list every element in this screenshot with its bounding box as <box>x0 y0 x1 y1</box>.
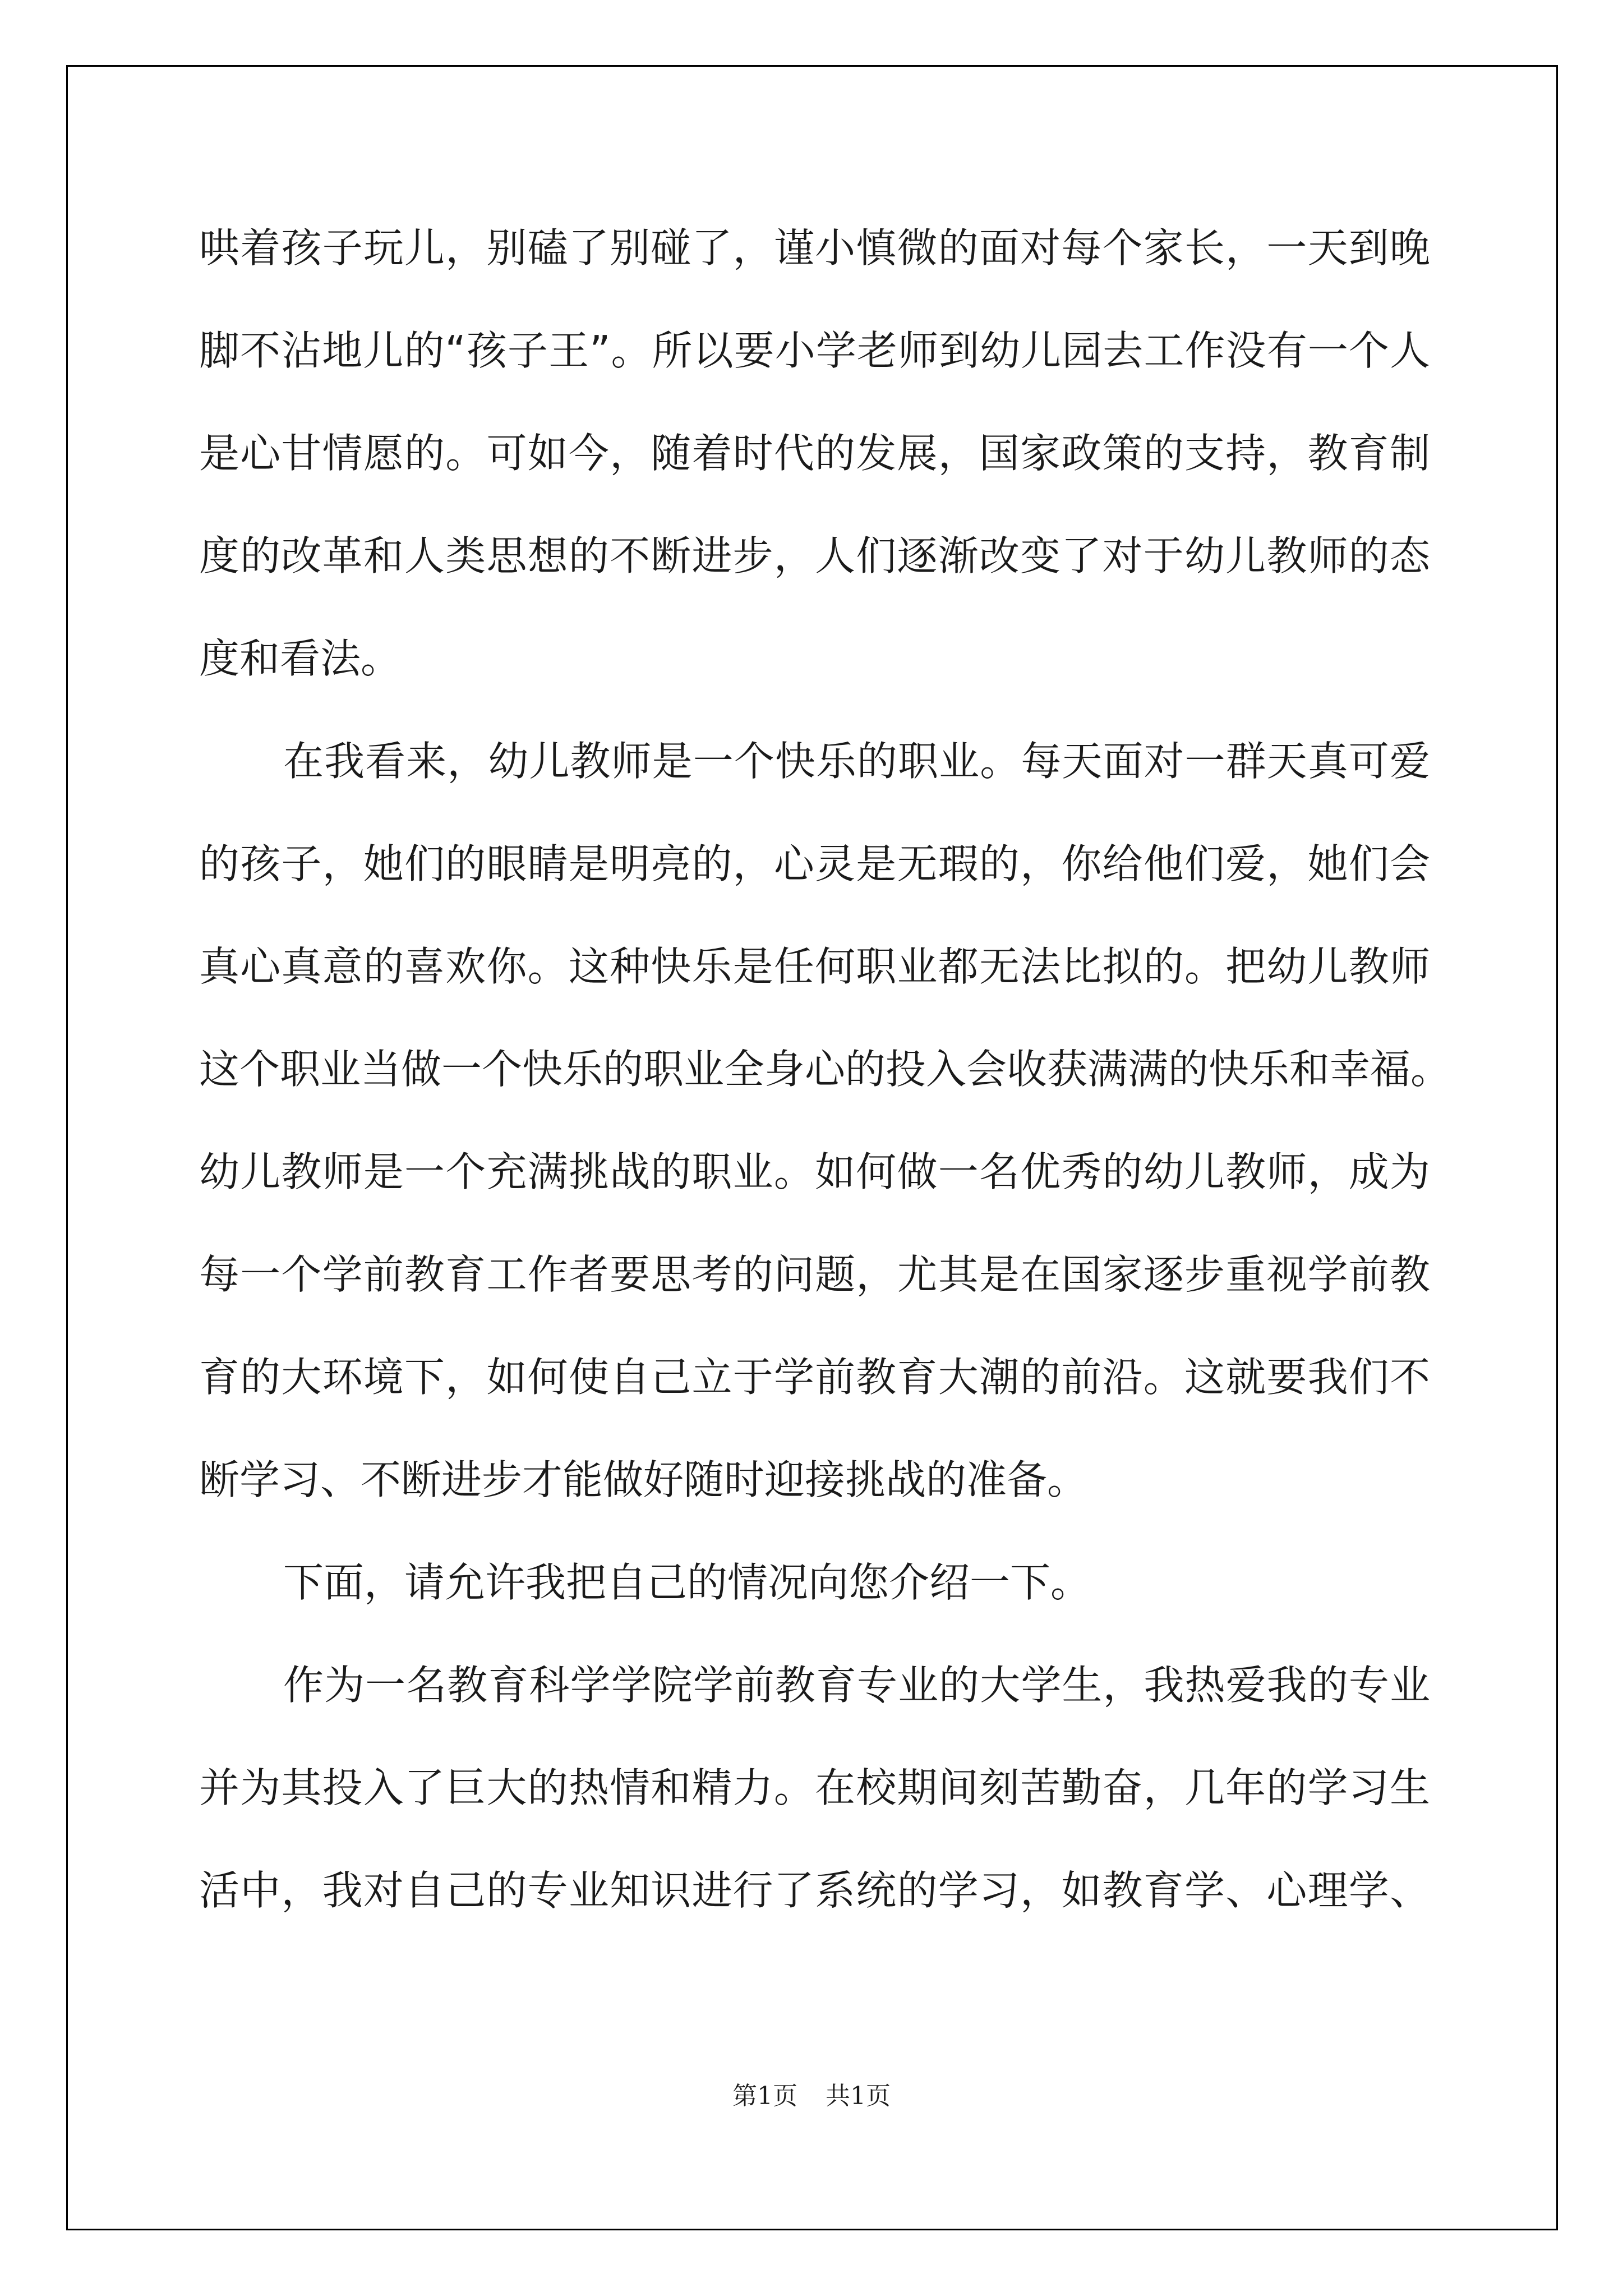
text-line: 的孩子，她们的眼睛是明亮的，心灵是无瑕的，你给他们爱，她们会 <box>199 840 1430 887</box>
text-line: 这个职业当做一个快乐的职业全身心的投入会收获满满的快乐和幸福。 <box>199 1046 1451 1093</box>
text-line: 度和看法。 <box>199 635 402 682</box>
page-footer <box>0 2076 1623 2111</box>
text-line: 活中，我对自己的专业知识进行了系统的学习，如教育学、心理学、 <box>199 1867 1430 1914</box>
text-line: 作为一名教育科学学院学前教育专业的大学生，我热爱我的专业 <box>283 1662 1430 1709</box>
text-line: 哄着孩子玩儿，别磕了别碰了，谨小慎微的面对每个家长，一天到晚 <box>199 224 1430 272</box>
text-line: 育的大环境下，如何使自己立于学前教育大潮的前沿。这就要我们不 <box>199 1354 1430 1401</box>
text-line: 断学习、不断进步才能做好随时迎接挑战的准备。 <box>199 1456 1088 1503</box>
text-line: 度的改革和人类思想的不断进步，人们逐渐改变了对于幼儿教师的态 <box>199 532 1430 579</box>
text-line: 在我看来，幼儿教师是一个快乐的职业。每天面对一群天真可爱 <box>283 738 1430 785</box>
text-line: 是心甘情愿的。可如今，随着时代的发展，国家政策的支持，教育制 <box>199 430 1430 477</box>
text-line: 并为其投入了巨大的热情和精力。在校期间刻苦勤奋，几年的学习生 <box>199 1764 1430 1811</box>
page-total: 共1页 <box>826 2082 891 2110</box>
text-line: 真心真意的喜欢你。这种快乐是任何职业都无法比拟的。把幼儿教师 <box>199 943 1430 990</box>
document-body <box>199 218 1451 1963</box>
text-line: 脚不沾地儿的“孩子王”。所以要小学老师到幼儿园去工作没有一个人 <box>199 327 1430 374</box>
text-line: 幼儿教师是一个充满挑战的职业。如何做一名优秀的幼儿教师，成为 <box>199 1148 1430 1195</box>
page-number: 第1页 <box>732 2082 797 2110</box>
text-line: 每一个学前教育工作者要思考的问题，尤其是在国家逐步重视学前教 <box>199 1251 1430 1298</box>
text-line: 下面，请允许我把自己的情况向您介绍一下。 <box>283 1559 1091 1606</box>
